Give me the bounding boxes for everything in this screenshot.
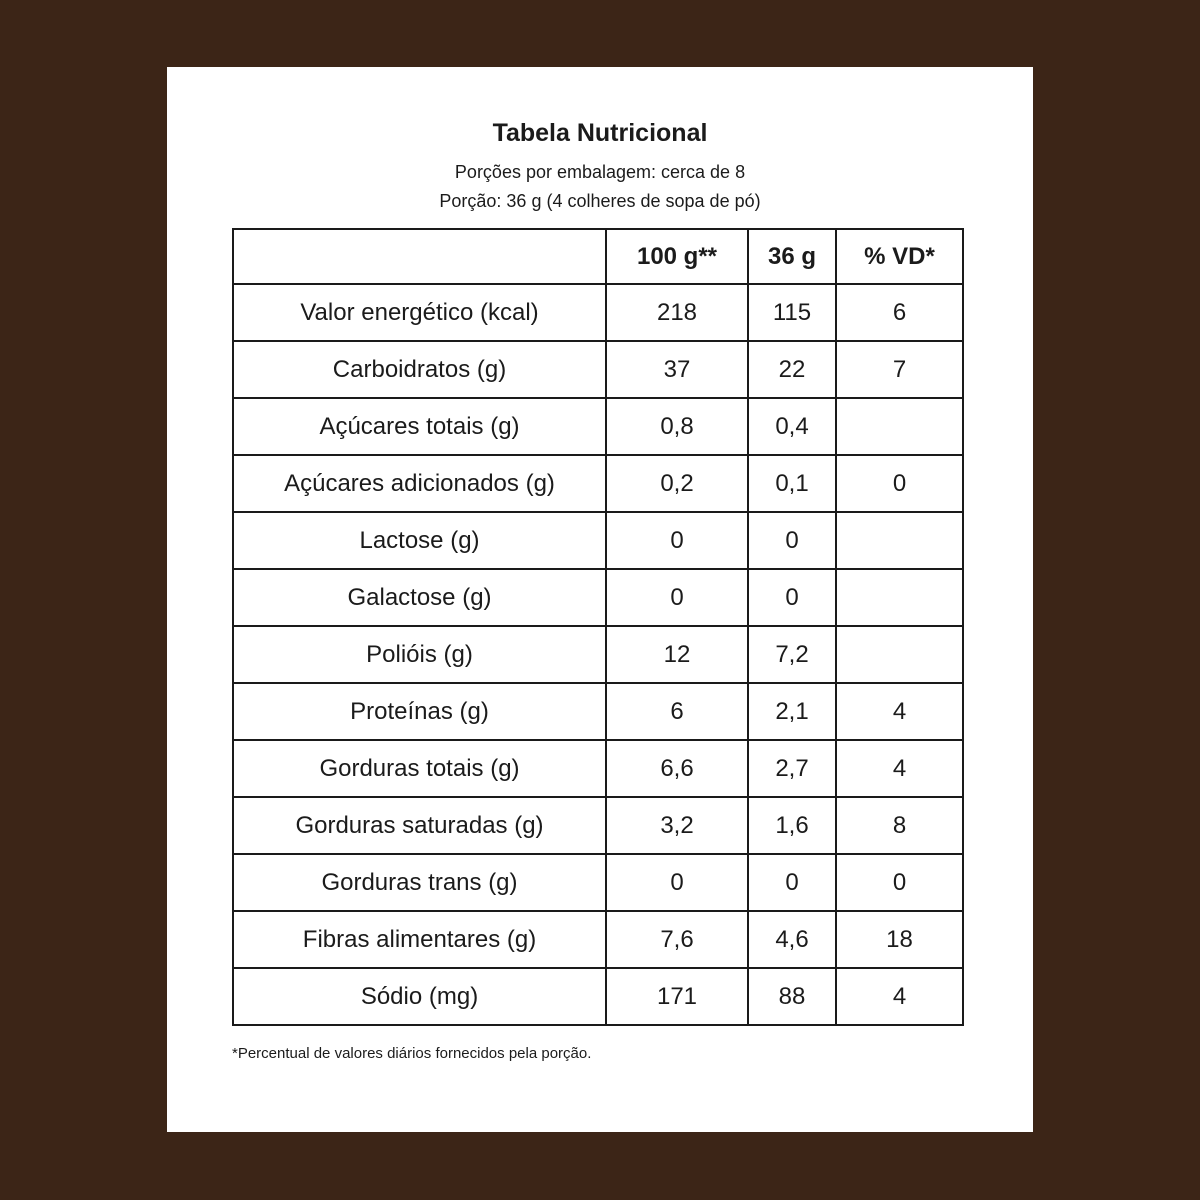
value-percent-vd — [836, 398, 963, 455]
value-percent-vd — [836, 569, 963, 626]
value-per-36g: 2,7 — [748, 740, 836, 797]
table-row — [233, 341, 963, 398]
column-header-percent-vd: % VD* — [836, 229, 963, 284]
nutrient-label: Lactose (g) — [233, 512, 606, 569]
nutrient-label: Gorduras totais (g) — [233, 740, 606, 797]
value-percent-vd: 4 — [836, 968, 963, 1025]
value-percent-vd: 4 — [836, 683, 963, 740]
value-per-100g: 0 — [606, 569, 748, 626]
table-row — [233, 512, 963, 569]
value-per-100g: 0 — [606, 854, 748, 911]
table-row — [233, 854, 963, 911]
nutrient-label: Fibras alimentares (g) — [233, 911, 606, 968]
value-per-100g: 6 — [606, 683, 748, 740]
nutrient-label: Galactose (g) — [233, 569, 606, 626]
value-percent-vd: 8 — [836, 797, 963, 854]
value-per-100g: 37 — [606, 341, 748, 398]
table-row — [233, 740, 963, 797]
table-header-row — [233, 229, 963, 284]
nutrient-label: Proteínas (g) — [233, 683, 606, 740]
nutrition-table — [232, 228, 964, 1026]
value-per-36g: 2,1 — [748, 683, 836, 740]
nutrient-label: Açúcares adicionados (g) — [233, 455, 606, 512]
nutrient-label: Sódio (mg) — [233, 968, 606, 1025]
nutrition-label-card — [167, 67, 1033, 1132]
page-title: Tabela Nutricional — [492, 119, 708, 147]
value-per-100g: 218 — [606, 284, 748, 341]
table-row — [233, 569, 963, 626]
table-row — [233, 455, 963, 512]
value-percent-vd: 0 — [836, 455, 963, 512]
nutrient-label: Polióis (g) — [233, 626, 606, 683]
value-per-100g: 6,6 — [606, 740, 748, 797]
value-per-100g: 3,2 — [606, 797, 748, 854]
value-percent-vd: 6 — [836, 284, 963, 341]
value-per-100g: 7,6 — [606, 911, 748, 968]
value-percent-vd — [836, 512, 963, 569]
table-row — [233, 626, 963, 683]
value-percent-vd: 7 — [836, 341, 963, 398]
value-per-36g: 115 — [748, 284, 836, 341]
table-row — [233, 968, 963, 1025]
value-per-100g: 171 — [606, 968, 748, 1025]
value-per-100g: 0,2 — [606, 455, 748, 512]
serving-info-block — [167, 158, 1033, 216]
value-per-100g: 0,8 — [606, 398, 748, 455]
value-per-36g: 1,6 — [748, 797, 836, 854]
value-per-36g: 0,1 — [748, 455, 836, 512]
value-per-36g: 4,6 — [748, 911, 836, 968]
table-row — [233, 284, 963, 341]
table-row — [233, 683, 963, 740]
servings-per-package-text: Porções por embalagem: cerca de 8 — [454, 162, 746, 182]
value-per-36g: 7,2 — [748, 626, 836, 683]
value-per-100g: 12 — [606, 626, 748, 683]
value-per-36g: 22 — [748, 341, 836, 398]
value-per-36g: 0 — [748, 512, 836, 569]
nutrient-label: Gorduras trans (g) — [233, 854, 606, 911]
value-percent-vd: 4 — [836, 740, 963, 797]
value-per-100g: 0 — [606, 512, 748, 569]
table-row — [233, 797, 963, 854]
value-percent-vd: 18 — [836, 911, 963, 968]
value-percent-vd: 0 — [836, 854, 963, 911]
column-header-nutrient — [233, 229, 606, 284]
value-per-36g: 0 — [748, 569, 836, 626]
nutrient-label: Gorduras saturadas (g) — [233, 797, 606, 854]
table-row — [233, 911, 963, 968]
table-row — [233, 398, 963, 455]
nutrient-label: Valor energético (kcal) — [233, 284, 606, 341]
column-header-100g: 100 g** — [606, 229, 748, 284]
value-per-36g: 88 — [748, 968, 836, 1025]
value-percent-vd — [836, 626, 963, 683]
value-per-36g: 0,4 — [748, 398, 836, 455]
footnote-text: *Percentual de valores diários fornecidos pela porção. — [232, 1045, 592, 1062]
value-per-36g: 0 — [748, 854, 836, 911]
nutrient-label: Açúcares totais (g) — [233, 398, 606, 455]
serving-size-text: Porção: 36 g (4 colheres de sopa de pó) — [439, 191, 761, 211]
nutrient-label: Carboidratos (g) — [233, 341, 606, 398]
column-header-36g: 36 g — [748, 229, 836, 284]
